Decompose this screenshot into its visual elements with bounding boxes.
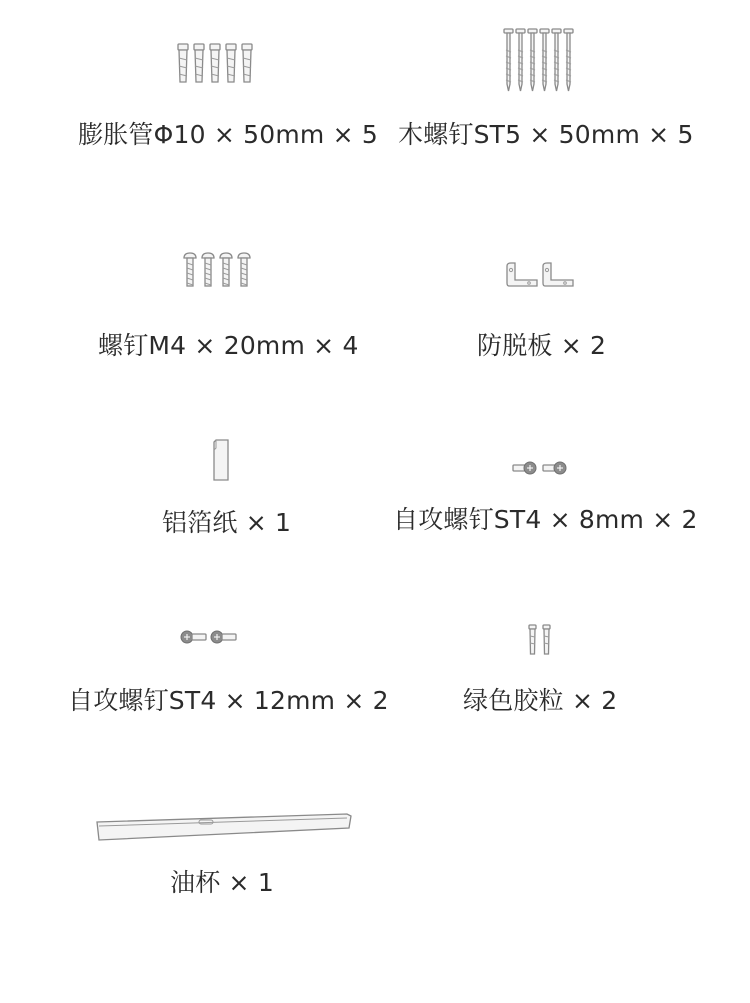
small-screws-icon bbox=[180, 629, 238, 645]
part-label: 绿色胶粒 × 2 bbox=[463, 686, 618, 715]
part-label: 自攻螺钉ST4 × 12mm × 2 bbox=[68, 686, 389, 715]
part-label: 膨胀管Φ10 × 50mm × 5 bbox=[78, 120, 378, 149]
small-screws-icon bbox=[512, 460, 568, 476]
part-label: 螺钉M4 × 20mm × 4 bbox=[98, 331, 359, 360]
oil-tray-icon bbox=[95, 808, 355, 844]
part-label: 铝箔纸 × 1 bbox=[162, 508, 292, 537]
plastic-plugs-icon bbox=[527, 624, 555, 658]
machine-screws-icon bbox=[183, 252, 263, 290]
expansion-tubes-icon bbox=[176, 42, 260, 88]
part-label: 油杯 × 1 bbox=[170, 868, 274, 897]
wood-screws-icon bbox=[503, 28, 575, 94]
part-label: 自攻螺钉ST4 × 8mm × 2 bbox=[393, 505, 698, 534]
foil-strip-icon bbox=[208, 438, 234, 484]
part-label: 防脱板 × 2 bbox=[477, 331, 607, 360]
l-bracket-icon bbox=[505, 262, 581, 292]
part-label: 木螺钉ST5 × 50mm × 5 bbox=[398, 120, 694, 149]
